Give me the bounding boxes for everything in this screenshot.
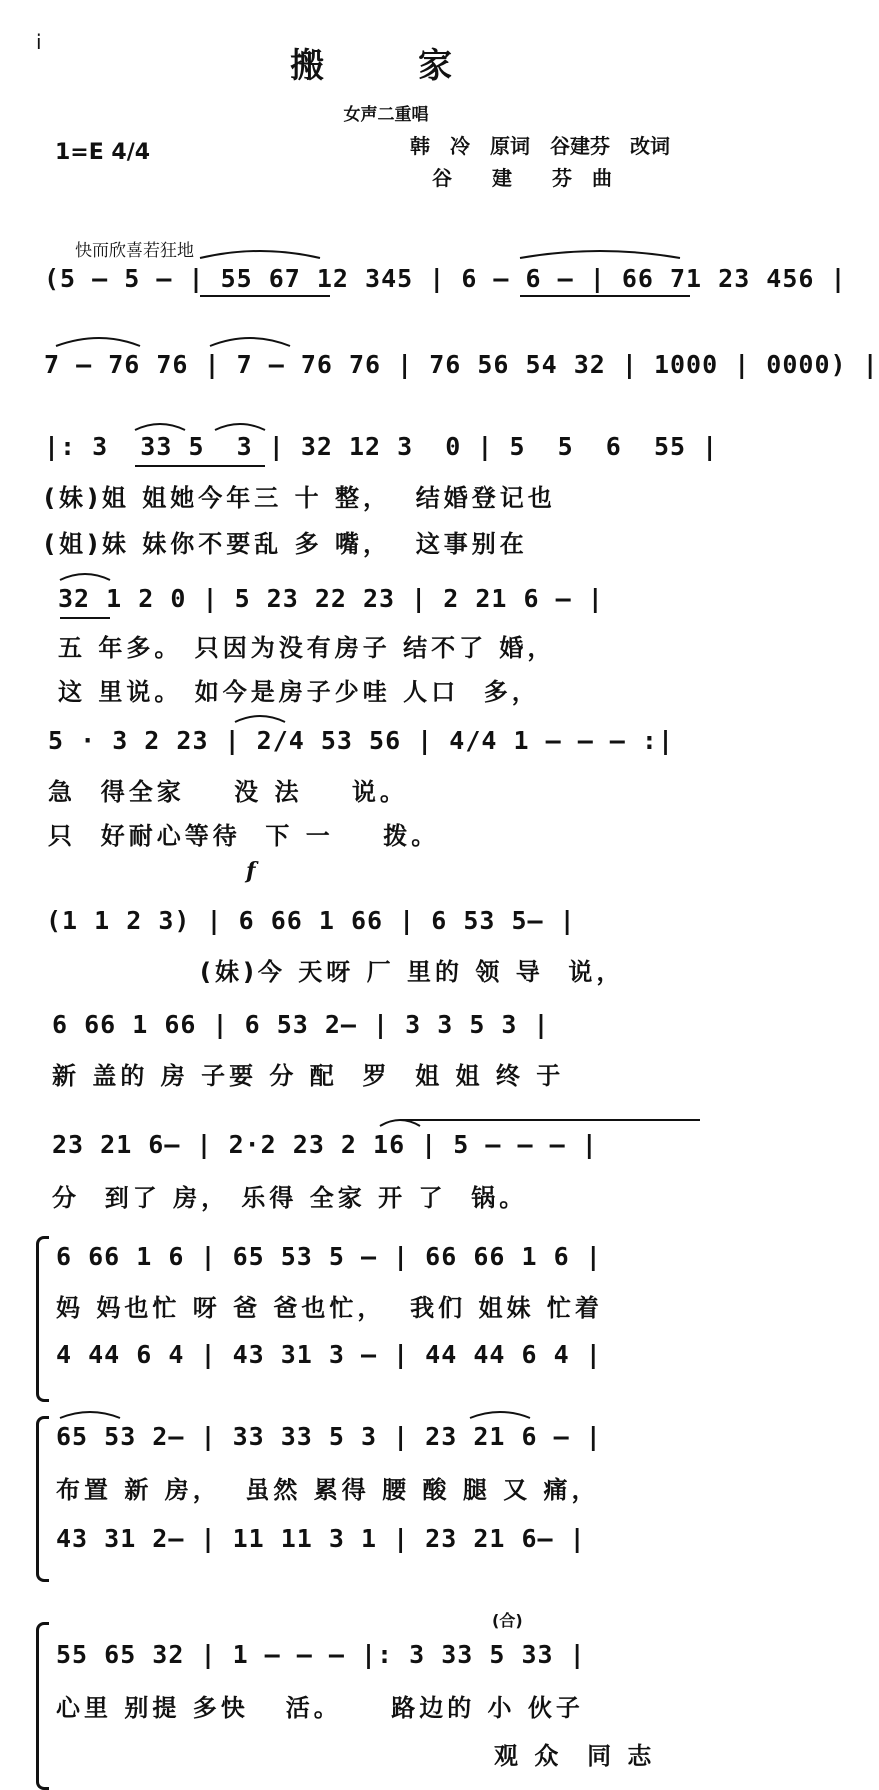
slur [215,424,265,430]
slur [60,1412,120,1418]
slur [235,716,285,722]
notation-line: 55 65 32 | 1 — — — |: 3 33 5 33 | [56,1640,586,1669]
slur [200,251,320,258]
lyric-line-1: 布置 新 房， 虽然 累得 腰 酸 腿 又 痛， [56,1476,600,1504]
slur [56,338,140,346]
chorus-mark: (合) [492,1611,523,1630]
notation-line: (5 — 5 — | 55 67 12 345 | 6 — 6 — | 66 71 23 456 | [44,264,847,293]
song-title: 搬 家 [290,46,482,86]
slur [135,424,185,430]
notation-line: 65 53 2— | 33 33 5 3 | 23 21 6 — | [56,1422,602,1451]
lyric-line-2: 这 里说。 如今是房子少哇 人口 多， [58,678,540,706]
notation-line: 6 66 1 6 | 65 53 5 — | 66 66 1 6 | [56,1242,602,1271]
lower-part-line: 43 31 2— | 11 11 3 1 | 23 21 6— | [56,1524,586,1553]
song-subtitle: 女声二重唱 [343,105,429,125]
notation-line: 32 1 2 0 | 5 23 22 23 | 2 21 6 — | [58,584,604,613]
lyric-line-1: 新 盖的 房 子要 分 配 罗 姐 姐 终 于 [52,1062,565,1090]
notation-line: (1 1 2 3) | 6 66 1 66 | 6 53 5— | [46,906,576,935]
notation-line: 7 — 76 76 | 7 — 76 76 | 76 56 54 32 | 1000 | 0000) | [44,350,879,379]
dynamic-forte: f [246,858,256,884]
lyric-line-1: 急 得全家 没 法 说。 [48,778,408,806]
slur [520,251,680,258]
notation-line: 5 · 3 2 23 | 2/4 53 56 | 4/4 1 — — — :| [48,726,674,755]
notation-line: 6 66 1 66 | 6 53 2— | 3 3 5 3 | [52,1010,550,1039]
lyric-line-1: (妹)姐 姐她今年三 十 整， 结婚登记也 [44,484,556,512]
lower-part-line: 4 44 6 4 | 43 31 3 — | 44 44 6 4 | [56,1340,602,1369]
lyric-line-2: (姐)妹 妹你不要乱 多 嘴， 这事别在 [44,530,528,558]
lyric-line-1: 分 到了 房， 乐得 全家 开 了 锅。 [52,1184,528,1212]
tempo-marking: 快而欣喜若狂地 [75,241,194,261]
lyric-line-1: 妈 妈也忙 呀 爸 爸也忙， 我们 姐妹 忙着 [56,1294,603,1322]
notation-line: |: 3 33 5 3 | 32 12 3 0 | 5 5 6 55 | [44,432,719,461]
lyric-line-1: (妹)今 天呀 厂 里的 领 导 说， [200,958,625,986]
key-signature: 1=E 4/4 [55,140,151,165]
composer-credit: 谷 建 芬 曲 [432,166,612,190]
lyricist-credit: 韩 冷 原词 谷建芬 改词 [410,134,670,158]
margin-mark: i [36,30,42,54]
notation-line: 23 21 6— | 2·2 23 2 16 | 5 — — — | [52,1130,598,1159]
lyric-line-2: 只 好耐心等待 下 一 拨。 [48,822,440,850]
lyric-line-1: 五 年多。 只因为没有房子 结不了 婚， [58,634,556,662]
slur [210,338,290,346]
slur [470,1412,530,1418]
slur [60,574,110,580]
lyric-line-2: 观 众 同 志 [494,1742,656,1770]
lyric-line-1: 心里 别提 多快 活。 路边的 小 伙子 [56,1694,584,1722]
